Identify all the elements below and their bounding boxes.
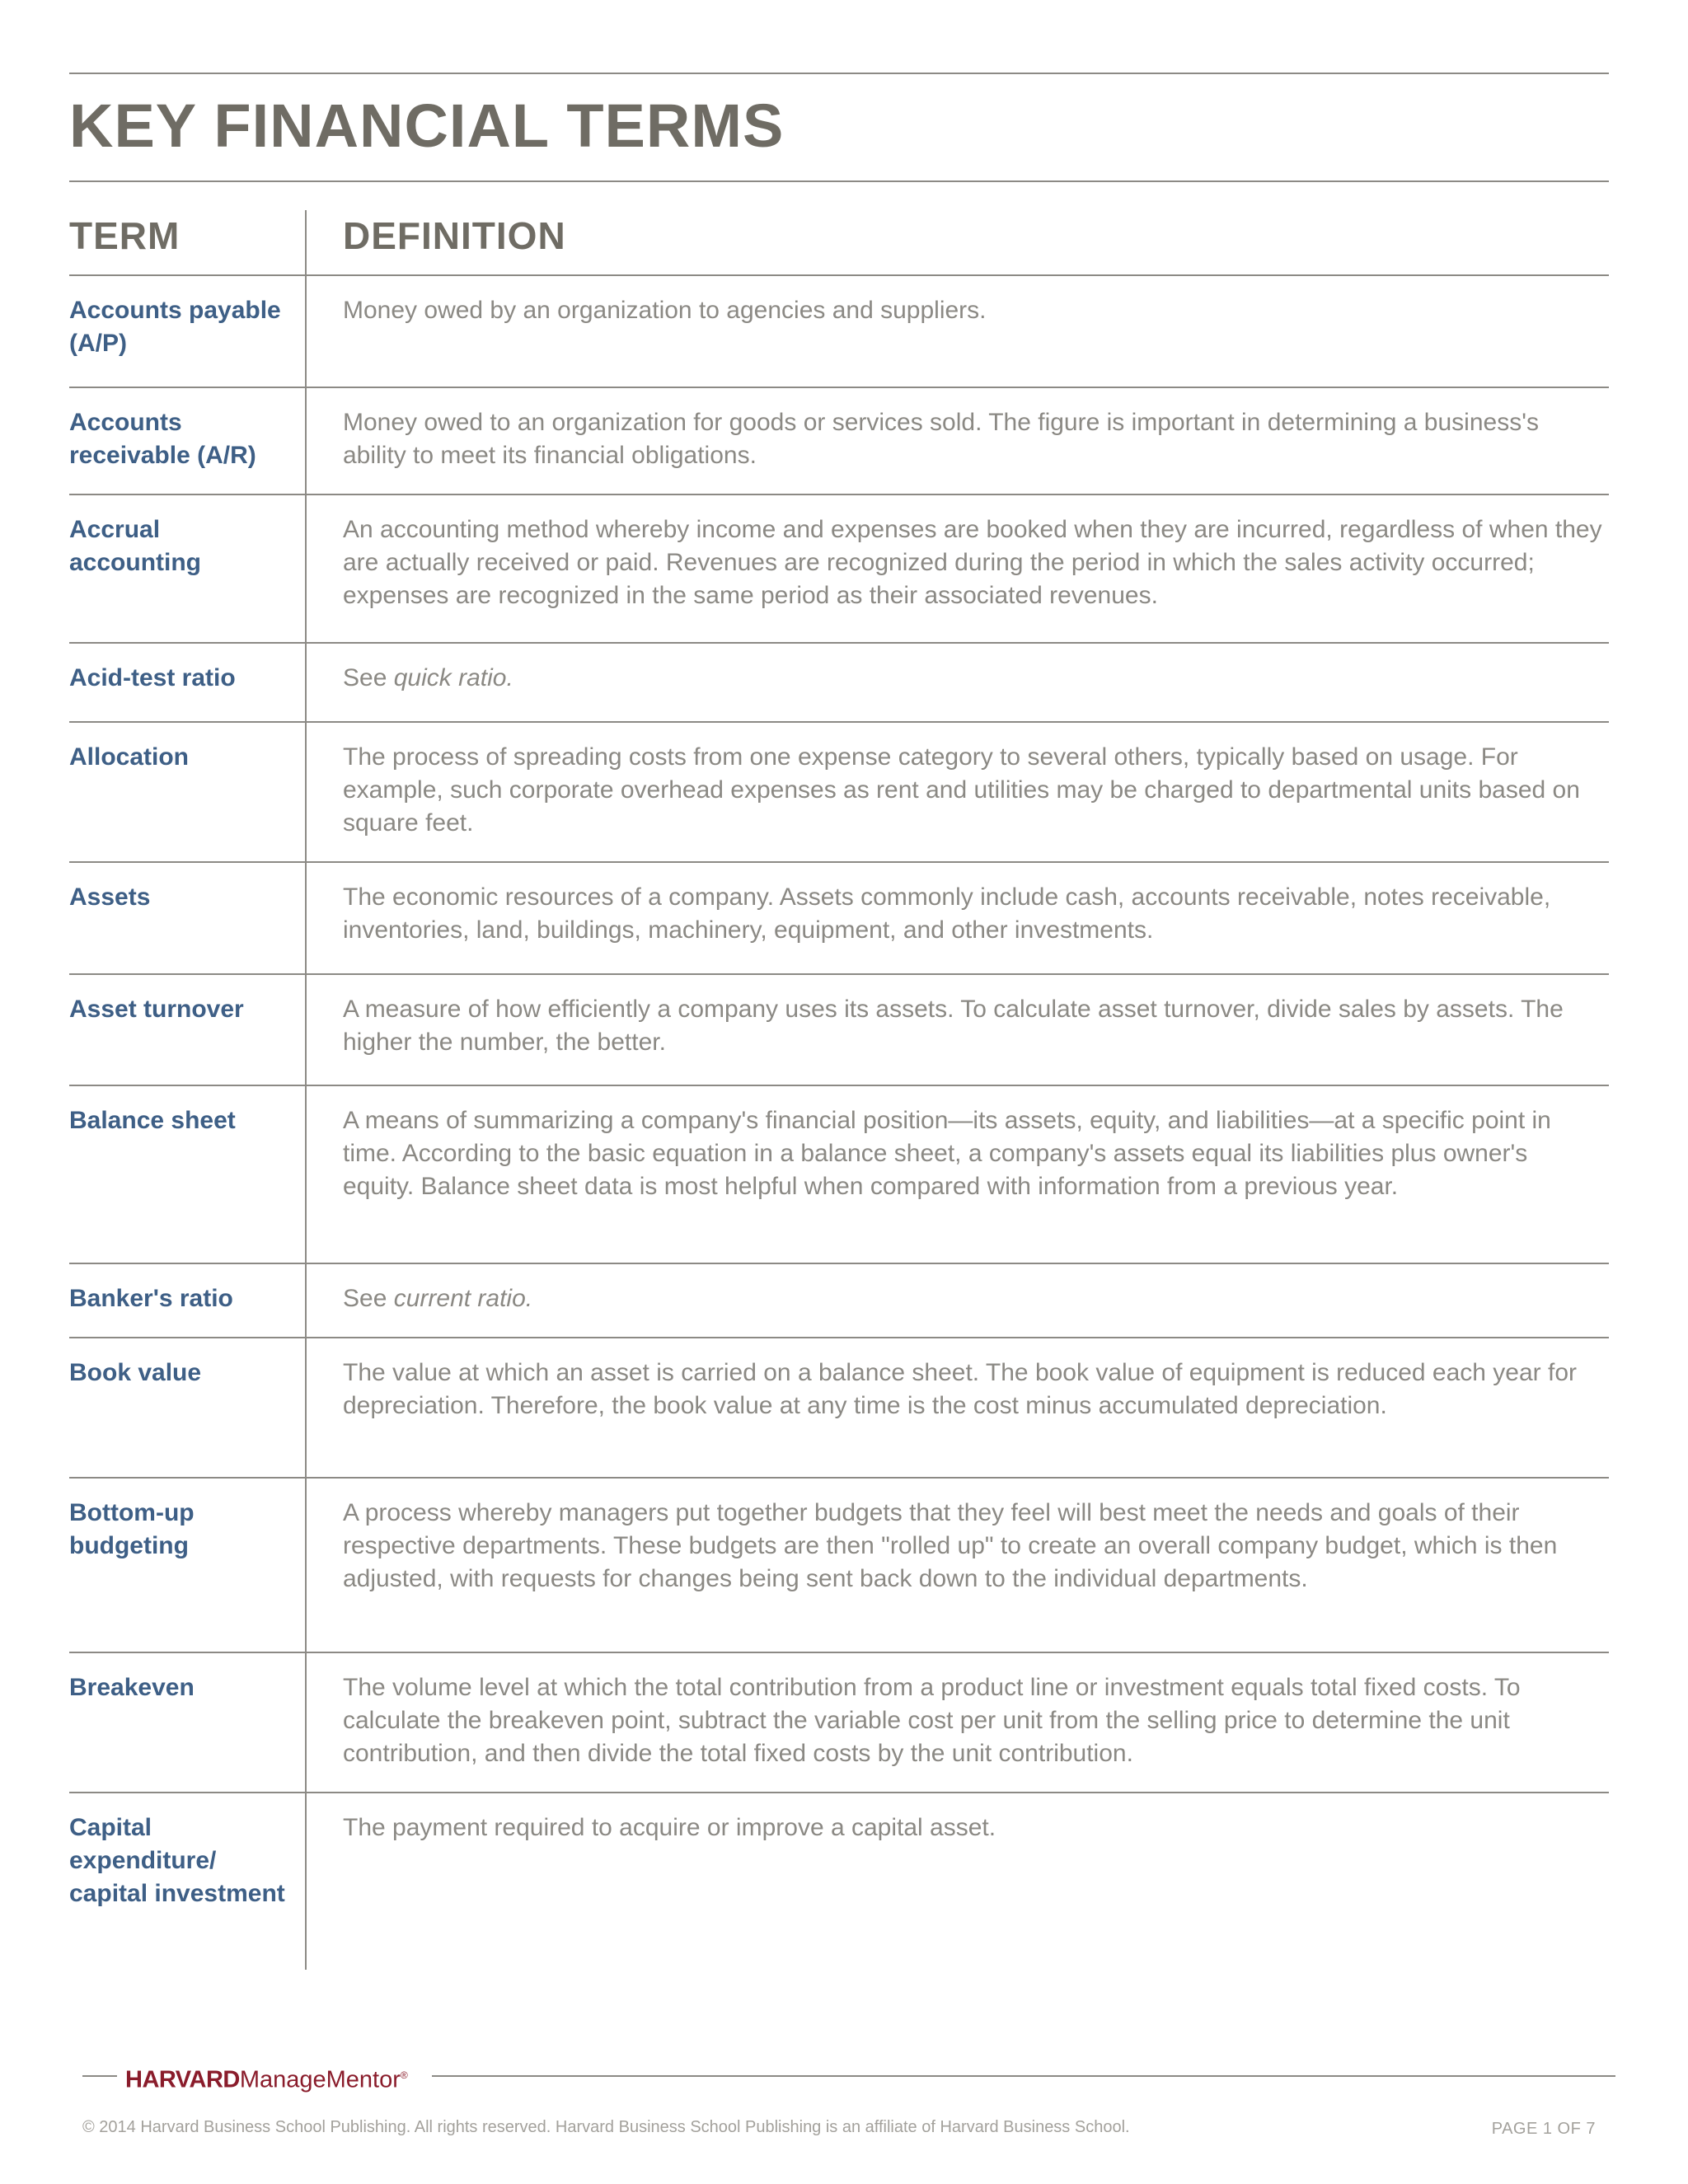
- term: Accrual accounting: [69, 516, 202, 576]
- table-row: [69, 975, 1609, 1086]
- table-row: [69, 1338, 1609, 1479]
- table-row: [69, 388, 1609, 495]
- table-header: [69, 210, 1609, 276]
- definition: The process of spreading costs from one expense category to several others, typically based on usage. For example, such corporate overhead expenses as rent and utilities may be charged to departmental units based on square feet.: [343, 743, 1580, 837]
- copyright-notice: © 2014 Harvard Business School Publishing. All rights reserved. Harvard Business School Publishing is an affiliate of Harvard Business School.: [82, 2118, 1130, 2136]
- definition: The value at which an asset is carried on a balance sheet. The book value of equipment is reduced each year for depreciation. Therefore, the book value at any time is the cost minus accumulated depreciation.: [343, 1359, 1578, 1419]
- term: Allocation: [69, 743, 190, 771]
- harvard-managementor-logo: [125, 2062, 408, 2093]
- definition: The volume level at which the total contribution from a product line or investment equals total fixed costs. To calculate the breakeven point, subtract the variable cost per unit from the selling price to determine the unit contribution, and then divide the total fixed costs by the unit contribution.: [343, 1674, 1521, 1767]
- cross-reference: quick ratio.: [393, 664, 513, 691]
- title-rule: [69, 180, 1609, 182]
- table-row: [69, 1086, 1609, 1264]
- table-row: [69, 495, 1609, 644]
- footer-rule-left: [82, 2075, 117, 2077]
- definition: A process whereby managers put together budgets that they feel will best meet the needs and goals of their respective departments. These budgets are then "rolled up" to create an overall company budget, which is then adjusted, with requests for changes being sent back down to the individual departments.: [343, 1499, 1558, 1592]
- definition: The economic resources of a company. Assets commonly include cash, accounts receivable, notes receivable, inventories, land, buildings, machinery, equipment, and other investments.: [343, 883, 1551, 944]
- registered-mark: ®: [400, 2069, 408, 2081]
- definition: A means of summarizing a company's financial position—its assets, equity, and liabilities—at a specific point in time. According to the basic equation in a balance sheet, a company's assets equal its liabilities plus owner's equity. Balance sheet data is most helpful when compared with information from a previous year.: [343, 1107, 1551, 1200]
- definition: Money owed to an organization for goods or services sold. The figure is important in determining a business's ability to meet its financial obligations.: [343, 409, 1539, 469]
- term: Book value: [69, 1359, 202, 1386]
- table-row: [69, 863, 1609, 975]
- term: Breakeven: [69, 1674, 195, 1701]
- term: Capital expenditure/ capital investment: [69, 1814, 285, 1907]
- table-row: [69, 1793, 1609, 1966]
- logo-harvard-wordmark: HARVARD: [125, 2066, 240, 2093]
- definition-prefix: See: [343, 1285, 394, 1312]
- terms-table: [69, 210, 1609, 1966]
- term: Banker's ratio: [69, 1285, 233, 1312]
- definition: An accounting method whereby income and expenses are booked when they are incurred, regardless of when they are actually received or paid. Revenues are recognized during the period in which the sales activity occurred; expenses are recognized in the same period as their associated revenues.: [343, 516, 1602, 609]
- term: Assets: [69, 883, 151, 911]
- table-row: [69, 723, 1609, 863]
- term: Acid-test ratio: [69, 664, 236, 691]
- term: Accounts receivable (A/R): [69, 409, 256, 469]
- cross-reference: current ratio.: [393, 1285, 533, 1312]
- table-row: [69, 644, 1609, 723]
- page-title: KEY FINANCIAL TERMS: [69, 91, 785, 160]
- definition: [343, 1282, 1604, 1315]
- definition: The payment required to acquire or improve a capital asset.: [343, 1814, 996, 1841]
- definition: Money owed by an organization to agencies and suppliers.: [343, 297, 987, 324]
- term: Balance sheet: [69, 1107, 236, 1134]
- logo-managementor-wordmark: ManageMentor: [239, 2066, 401, 2093]
- term: Accounts payable (A/P): [69, 297, 281, 357]
- term: Bottom-up budgeting: [69, 1499, 195, 1559]
- term: Asset turnover: [69, 996, 244, 1023]
- definition: A measure of how efficiently a company uses its assets. To calculate asset turnover, divide sales by assets. The higher the number, the better.: [343, 996, 1564, 1056]
- table-row: [69, 276, 1609, 388]
- table-row: [69, 1264, 1609, 1338]
- term-column-header: TERM: [69, 214, 181, 257]
- definition: [343, 662, 1604, 695]
- top-rule: [69, 73, 1609, 74]
- footer-rule-right: [432, 2075, 1615, 2077]
- page-number: PAGE 1 OF 7: [1491, 2120, 1596, 2138]
- table-row: [69, 1479, 1609, 1653]
- definition-column-header: DEFINITION: [343, 214, 566, 257]
- table-row: [69, 1653, 1609, 1793]
- definition-prefix: See: [343, 664, 394, 691]
